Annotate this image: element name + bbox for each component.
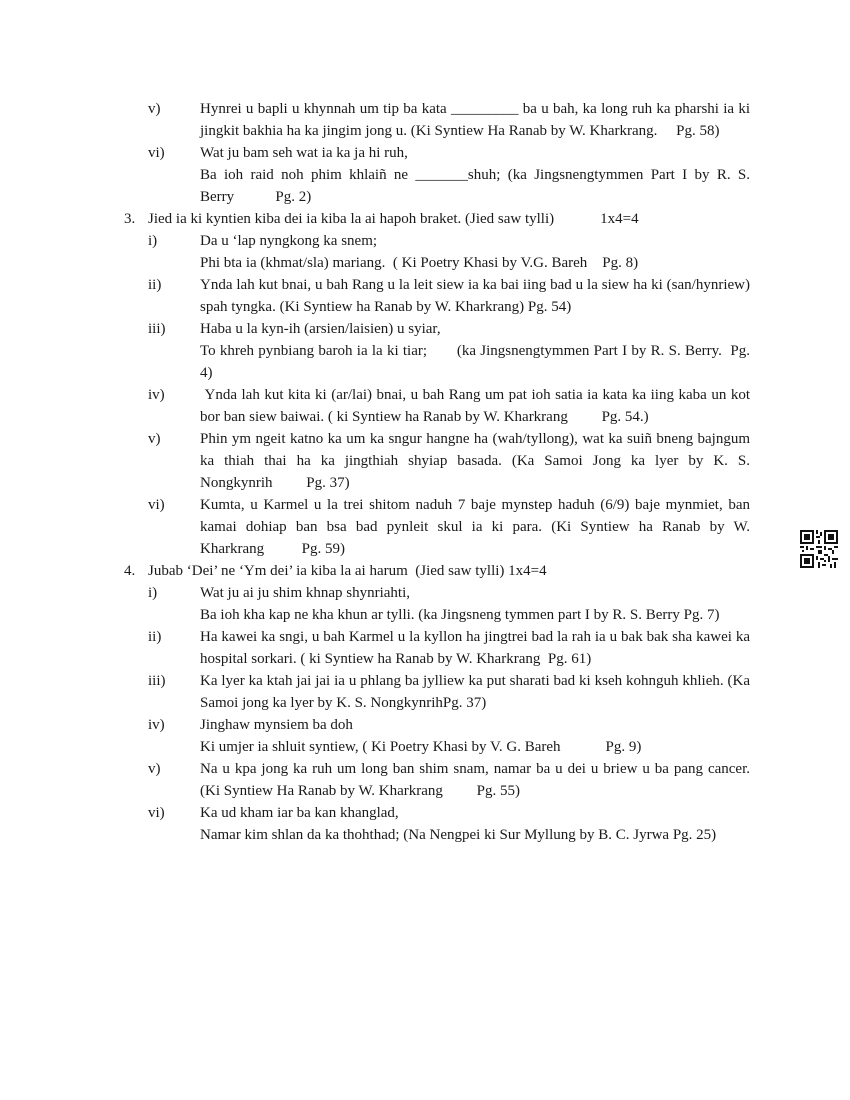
item-line: Ki umjer ia shluit syntiew, ( Ki Poetry Khasi by V. G. Bareh Pg. 9) [200,739,642,755]
question-3-item-iii [0,318,850,384]
item-text [200,802,750,846]
item-number: v) [148,761,161,777]
item-text: Hynrei u bapli u khynnah um tip ba kata _________ ba u bah, ka long ruh ka pharshi ia ki jingkit bakhia ha ka jingim jong u. (Ki Syntiew Ha Ranab by W. Kharkrang. Pg. 58) [200,101,750,139]
item-number: i) [148,585,158,601]
item-line: Phi bta ia (khmat/sla) mariang. ( Ki Poetry Khasi by V.G. Bareh Pg. 8) [200,255,639,271]
item-line: Namar kim shlan da ka thohthad; (Na Nengpei ki Sur Myllung by B. C. Jyrwa Pg. 25) [200,827,717,843]
item-line: Ka ud kham iar ba kan khanglad, [200,805,399,821]
question-number: 4. [124,563,136,579]
question-3-item-ii [0,274,850,318]
question-4-item-iv [0,714,850,758]
item-line: Haba u la kyn-ih (arsien/laisien) u syiar, [200,321,441,337]
item-line: To khreh pynbiang baroh ia la ki tiar; (ka Jingsnengtymmen Part I by R. S. Berry. Pg. 4) [200,343,750,381]
item-text: Kumta, u Karmel u la trei shitom naduh 7 baje mynstep haduh (6/9) baje mynmiet, ban kamai dohiap ban bsa bad pynleit skul ia ki para. (Ki Syntiew ha Ranab by W. Kharkrang Pg. 59) [200,497,750,557]
item-text [200,142,750,208]
item-number: vi) [148,145,165,161]
question-4-item-v [0,758,850,802]
question-marks: 1x4=4 [508,563,547,579]
item-number: iii) [148,321,166,337]
item-text: Ynda lah kut kita ki (ar/lai) bnai, u bah Rang um pat ioh satia ia kata ka iing kaba un kot bor ban siew baiwai. ( ki Syntiew ha Ranab by W. Kharkrang Pg. 54.) [200,387,750,425]
question-text [138,560,748,582]
item-text [200,582,750,626]
question-title: Jied ia ki kyntien kiba dei ia kiba la ai hapoh braket. (Jied saw tylli) [148,211,555,227]
item-text: Phin ym ngeit katno ka um ka sngur hangne ha (wah/tyllong), wat ka suiñ bneng bajngum ka thiah thai ha ka jingthiah shyiap basada. (Ka Samoi Jong ka lyer by K. S. Nongkynrih Pg. 37) [200,431,750,491]
question-3-item-vi [0,494,850,560]
item-number: iv) [148,717,165,733]
item-text [200,714,750,758]
item-line: Wat ju ai ju shim khnap shynriahti, [200,585,411,601]
item-number: vi) [148,805,165,821]
item-number: iv) [148,387,165,403]
item-line: Ba ioh raid noh phim khlaiñ ne _______shuh; (ka Jingsnengtymmen Part I by R. S. Berry Pg. 2) [200,167,750,205]
item-number: ii) [148,629,162,645]
item-text [200,230,750,274]
item-line: Wat ju bam seh wat ia ka ja hi ruh, [200,145,408,161]
question-number: 3. [124,211,136,227]
item-line: Ba ioh kha kap ne kha khun ar tylli. (ka Jingsneng tymmen part I by R. S. Berry Pg. 7) [200,607,720,623]
item-number: v) [148,431,161,447]
item-number: i) [148,233,158,249]
item-number: iii) [148,673,166,689]
question-3-item-iv [0,384,850,428]
question-4-item-i [0,582,850,626]
question-4-item-ii [0,626,850,670]
item-text [200,318,750,384]
question-3-heading [0,208,850,230]
question-title: Jubab ‘Dei’ ne ‘Ym dei’ ia kiba la ai harum (Jied saw tylli) [148,563,505,579]
document-page [0,98,850,846]
question-text [138,208,748,230]
question-2-item-vi [0,142,850,208]
question-4-item-vi [0,802,850,846]
item-number: v) [148,101,161,117]
question-4-heading [0,560,850,582]
question-2-item-v [0,98,850,142]
item-text: Ka lyer ka ktah jai jai ia u phlang ba jylliew ka put sharati bad ki kseh kohnguh khlieh. (Ka Samoi jong ka lyer by K. S. NongkynrihPg. 37) [200,673,750,711]
question-3-item-i [0,230,850,274]
item-text: Ha kawei ka sngi, u bah Karmel u la kyllon ha jingtrei bad la rah ia u bak bak sha kawei ka hospital sorkari. ( ki Syntiew ha Ranab by W. Kharkrang Pg. 61) [200,629,750,667]
question-3-item-v [0,428,850,494]
item-text: Ynda lah kut bnai, u bah Rang u la leit siew ia ka bai iing bad u la siew ha ki (san/hynriew) spah tyngka. (Ki Syntiew ha Ranab by W. Kharkrang) Pg. 54) [200,277,750,315]
item-line: Da u ‘lap nyngkong ka snem; [200,233,378,249]
item-text: Na u kpa jong ka ruh um long ban shim snam, namar ba u dei u briew u ba pang cancer. (Ki Syntiew Ha Ranab by W. Kharkrang Pg. 55) [200,761,750,799]
item-number: vi) [148,497,165,513]
item-line: Jinghaw mynsiem ba doh [200,717,353,733]
question-marks: 1x4=4 [600,211,639,227]
item-number: ii) [148,277,162,293]
question-4-item-iii [0,670,850,714]
qr-code [800,530,838,568]
